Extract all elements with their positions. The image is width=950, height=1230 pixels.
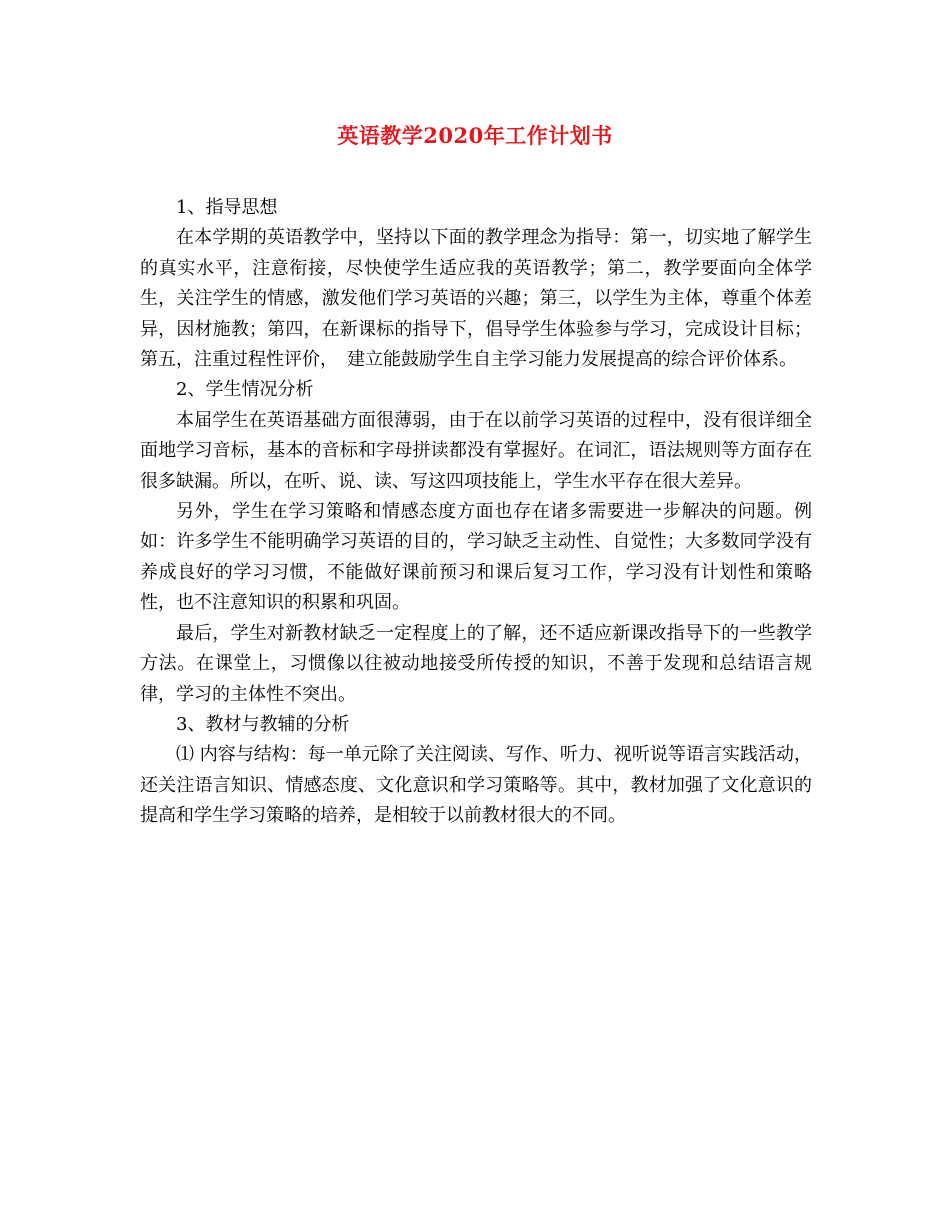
paragraph-student-new-textbook: 最后，学生对新教材缺乏一定程度上的了解，还不适应新课改指导下的一些教学方法。在课堂上，习惯像以往被动地接受所传授的知识，不善于发现和总结语言规律，学习的主体性不突出。 (140, 622, 812, 705)
section-heading-textbook-analysis: 3、教材与教辅的分析 (176, 713, 350, 735)
paragraph-student-foundation: 本届学生在英语基础方面很薄弱，由于在以前学习英语的过程中，没有很详细全面地学习音标，基本的音标和字母拼读都没有掌握好。在词汇，语法规则等方面存在很多缺漏。所以，在听、说、读、写这四项技能上，学生水平存在很大差异。 (140, 409, 812, 492)
document-title: 英语教学2020年工作计划书 (337, 123, 613, 148)
document-body (140, 193, 812, 832)
paragraph-student-strategy: 另外，学生在学习策略和情感态度方面也存在诸多需要进一步解决的问题。例如：许多学生不能明确学习英语的目的，学习缺乏主动性、自觉性；大多数同学没有养成良好的学习习惯，不能做好课前预习和课后复习工作，学习没有计划性和策略性，也不注意知识的积累和巩固。 (140, 501, 812, 614)
section-heading-guiding-ideology: 1、指导思想 (176, 197, 278, 218)
paragraph-guiding-ideology: 在本学期的英语教学中，坚持以下面的教学理念为指导：第一，切实地了解学生的真实水平，注意衔接，尽快使学生适应我的英语教学；第二，教学要面向全体学生，关注学生的情感，激发他们学习英语的兴趣；第三，以学生为主体，尊重个体差异，因材施教；第四，在新课标的指导下，倡导学生体验参与学习，完成设计目标；第五，注重过程性评价， 建立能鼓励学生自主学习能力发展提高的综合评价体系。 (140, 227, 812, 371)
paragraph-content-structure: ⑴ 内容与结构：每一单元除了关注阅读、写作、听力、视听说等语言实践活动，还关注语言知识、情感态度、文化意识和学习策略等。其中，教材加强了文化意识的提高和学生学习策略的培养，是相较于以前教材很大的不同。 (140, 744, 812, 827)
section-heading-student-analysis: 2、学生情况分析 (176, 379, 314, 401)
